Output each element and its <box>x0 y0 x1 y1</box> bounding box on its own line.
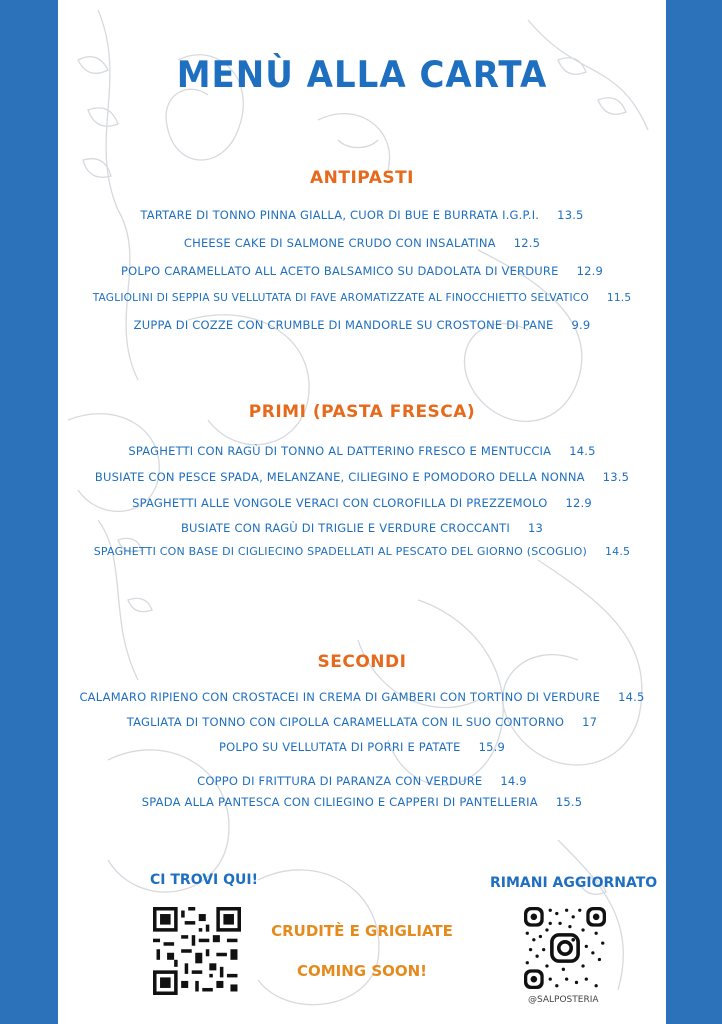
coming-soon-line2: COMING SOON! <box>296 962 428 980</box>
menu-page <box>58 0 666 1024</box>
item-price: 14.9 <box>500 774 527 788</box>
menu-item <box>58 545 666 558</box>
item-name: TAGLIATA DI TONNO CON CIPOLLA CARAMELLATA CON IL SUO CONTORNO <box>126 715 565 729</box>
menu-item <box>58 444 666 458</box>
website-qr-code[interactable] <box>153 907 241 995</box>
item-price: 17 <box>582 715 598 729</box>
item-name: SPADA ALLA PANTESCA CON CILIEGINO E CAPPERI DI PANTELLERIA <box>141 795 538 809</box>
coming-soon-line1: CRUDITÈ E GRIGLIATE <box>271 922 453 940</box>
menu-item <box>58 740 666 754</box>
menu-item <box>58 292 666 304</box>
item-price: 13 <box>527 521 544 535</box>
footer-left-label: CI TROVI QUI! <box>150 872 258 888</box>
item-name: BUSIATE CON RAGÙ DI TRIGLIE E VERDURE CROCCANTI <box>180 521 510 535</box>
menu-item <box>58 715 666 729</box>
item-price: 15.9 <box>478 740 505 754</box>
instagram-qr-code[interactable] <box>524 907 606 989</box>
menu-item <box>58 496 666 510</box>
section-title-secondi: SECONDI <box>317 652 407 672</box>
item-price: 13.5 <box>602 470 630 484</box>
footer-right-label: RIMANI AGGIORNATO <box>490 875 658 891</box>
section-title-primi: PRIMI (PASTA FRESCA) <box>248 402 476 422</box>
item-price: 9.9 <box>571 318 591 332</box>
right-border <box>666 0 722 1024</box>
item-price: 14.5 <box>618 690 645 704</box>
item-name: BUSIATE CON PESCE SPADA, MELANZANE, CILIEGINO E POMODORO DELLA NONNA <box>94 470 585 484</box>
menu-item <box>58 208 666 222</box>
menu-item <box>58 795 666 809</box>
item-name: TARTARE DI TONNO PINNA GIALLA, CUOR DI BUE E BURRATA I.G.P.I. <box>140 208 540 222</box>
item-name: SPAGHETTI CON BASE DI CIGLIECINO SPADELLATI AL PESCATO DEL GIORNO (SCOGLIO) <box>93 545 587 558</box>
item-name: CHEESE CAKE DI SALMONE CRUDO CON INSALATINA <box>183 236 496 250</box>
item-name: CALAMARO RIPIENO CON CROSTACEI IN CREMA DI GAMBERI CON TORTINO DI VERDURE <box>79 690 601 704</box>
menu-item <box>58 470 666 484</box>
item-price: 11.5 <box>606 292 632 304</box>
menu-item <box>58 318 666 332</box>
item-price: 14.5 <box>604 545 631 558</box>
item-name: SPAGHETTI ALLE VONGOLE VERACI CON CLOROFILLA DI PREZZEMOLO <box>132 496 548 510</box>
item-price: 12.9 <box>576 264 603 278</box>
item-name: COPPO DI FRITTURA DI PARANZA CON VERDURE <box>197 774 483 788</box>
item-price: 14.5 <box>569 444 596 458</box>
menu-item <box>58 521 666 535</box>
item-name: TAGLIOLINI DI SEPPIA SU VELLUTATA DI FAVE AROMATIZZATE AL FINOCCHIETTO SELVATICO <box>92 292 589 304</box>
menu-item <box>58 236 666 250</box>
item-price: 12.5 <box>513 236 541 250</box>
item-price: 13.5 <box>557 208 584 222</box>
item-name: ZUPPA DI COZZE CON CRUMBLE DI MANDORLE SU CROSTONE DI PANE <box>133 318 554 332</box>
item-name: POLPO SU VELLUTATA DI PORRI E PATATE <box>219 740 461 754</box>
menu-item <box>58 690 666 704</box>
item-price: 12.9 <box>565 496 592 510</box>
section-title-antipasti: ANTIPASTI <box>309 168 415 188</box>
page-title: MENÙ ALLA CARTA <box>176 53 548 97</box>
item-price: 15.5 <box>555 795 583 809</box>
left-border <box>0 0 58 1024</box>
menu-content <box>58 0 666 1024</box>
instagram-handle: @SALPOSTERIA <box>528 995 599 1005</box>
menu-item <box>58 264 666 278</box>
item-name: SPAGHETTI CON RAGÙ DI TONNO AL DATTERINO FRESCO E MENTUCCIA <box>128 444 552 458</box>
item-name: POLPO CARAMELLATO ALL ACETO BALSAMICO SU DADOLATA DI VERDURE <box>121 264 559 278</box>
menu-item <box>58 774 666 788</box>
